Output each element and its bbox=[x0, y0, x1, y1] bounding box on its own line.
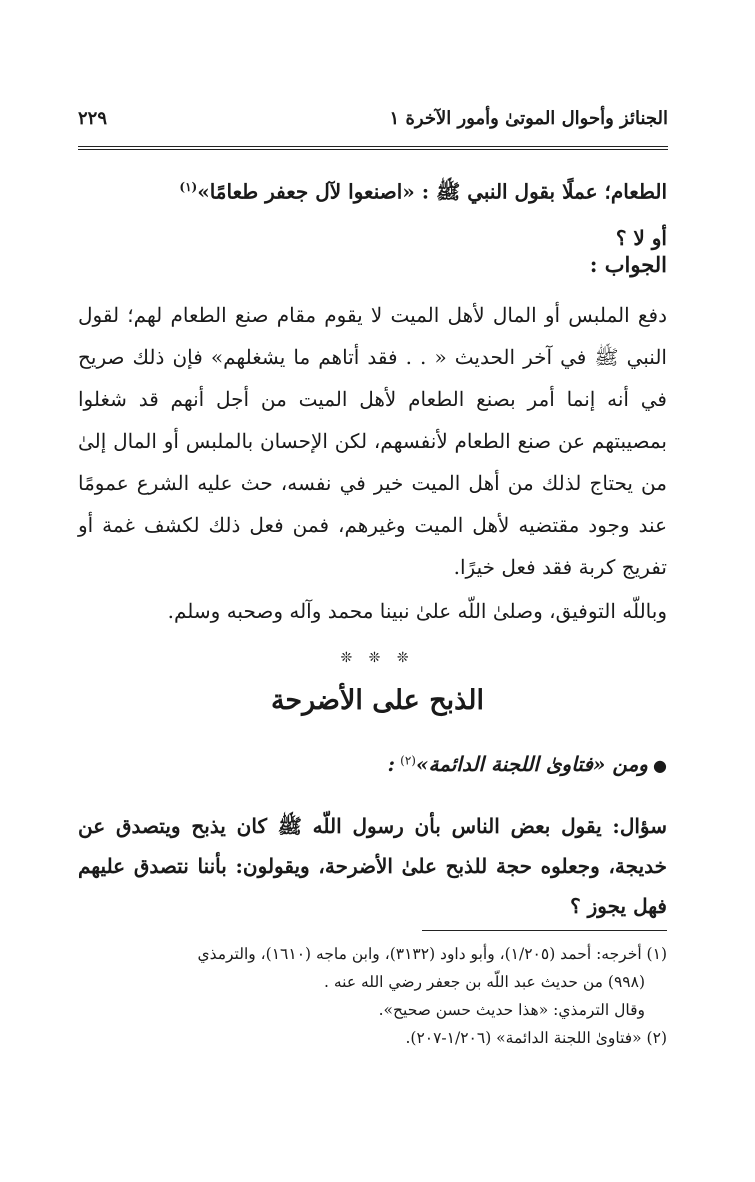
header-title: الجنائز وأحوال الموتىٰ وأمور الآخرة ١ bbox=[389, 108, 668, 129]
answer-label: الجواب : bbox=[589, 252, 667, 277]
section-separator: ❊ ❊ ❊ bbox=[340, 650, 415, 666]
footnotes bbox=[78, 940, 667, 1052]
question-line-2: أو لا ؟ bbox=[615, 225, 667, 250]
footnote-rule bbox=[422, 930, 667, 931]
bullet-icon: ● bbox=[653, 756, 667, 775]
footnote-1-line-2: (٩٩٨) من حديث عبد اللّه بن جعفر رضي الله عنه . bbox=[323, 973, 645, 991]
question-continuation bbox=[78, 164, 667, 261]
question-2: سؤال: يقول بعض الناس بأن رسول اللّه ﷺ كان يذبح ويتصدق عن خديجة، وجعلوه حجة للذبح علىٰ الأضرحة، ويقولون: بأننا نتصدق عليهم فهل يجوز ؟ bbox=[78, 814, 667, 918]
footnote-1-line-1: (١) أخرجه: أحمد (١/٢٠٥)، وأبو داود (٣١٣٢)، وابن ماجه (١٦١٠)، والترمذي bbox=[197, 945, 667, 963]
header-rule bbox=[78, 146, 668, 150]
question-line-1: الطعام؛ عملًا بقول النبي ﷺ : «اصنعوا لآل جعفر طعامًا»$^{(١)}$ bbox=[179, 179, 667, 204]
closing-line: وباللّه التوفيق، وصلىٰ اللّه علىٰ نبينا محمد وآله وصحبه وسلم. bbox=[167, 599, 667, 623]
footnote-ref-1: (١) bbox=[179, 180, 198, 194]
running-header bbox=[78, 108, 668, 129]
source-colon: : bbox=[387, 752, 396, 776]
source-line bbox=[78, 752, 667, 776]
footnote-1-line-3: وقال الترمذي: «هذا حديث حسن صحيح». bbox=[378, 1001, 645, 1019]
answer-paragraph: دفع الملبس أو المال لأهل الميت لا يقوم مقام صنع الطعام لهم؛ لقول النبي ﷺ في آخر الحديث « . . فقد أتاهم ما يشغلهم» فإن ذلك صريح في أنه إنما أمر بصنع الطعام لأهل الميت من أجل أنهم قد شغلوا بمصيبتهم عن صنع الطعام لأنفسهم، لكن الإحسان بالملبس أو المال إلىٰ من يحتاج لذلك من أهل الميت خير في نفسه، حث عليه الشرع عمومًا عند وجود مقتضيه لأهل الميت وغيرهم، فمن فعل ذلك لكشف غمة أو تفريج كربة فقد فعل خيرًا. bbox=[78, 303, 667, 579]
section-heading: الذبح على الأضرحة bbox=[270, 685, 485, 716]
footnote-ref-2: (٢) bbox=[400, 753, 416, 768]
footnote-2: (٢) «فتاوىٰ اللجنة الدائمة» (١/٢٠٦-٢٠٧). bbox=[405, 1029, 667, 1047]
page-number: ٢٢٩ bbox=[78, 108, 108, 129]
answer-label-block bbox=[78, 252, 667, 277]
source-text: ومن «فتاوىٰ اللجنة الدائمة» bbox=[415, 752, 648, 776]
